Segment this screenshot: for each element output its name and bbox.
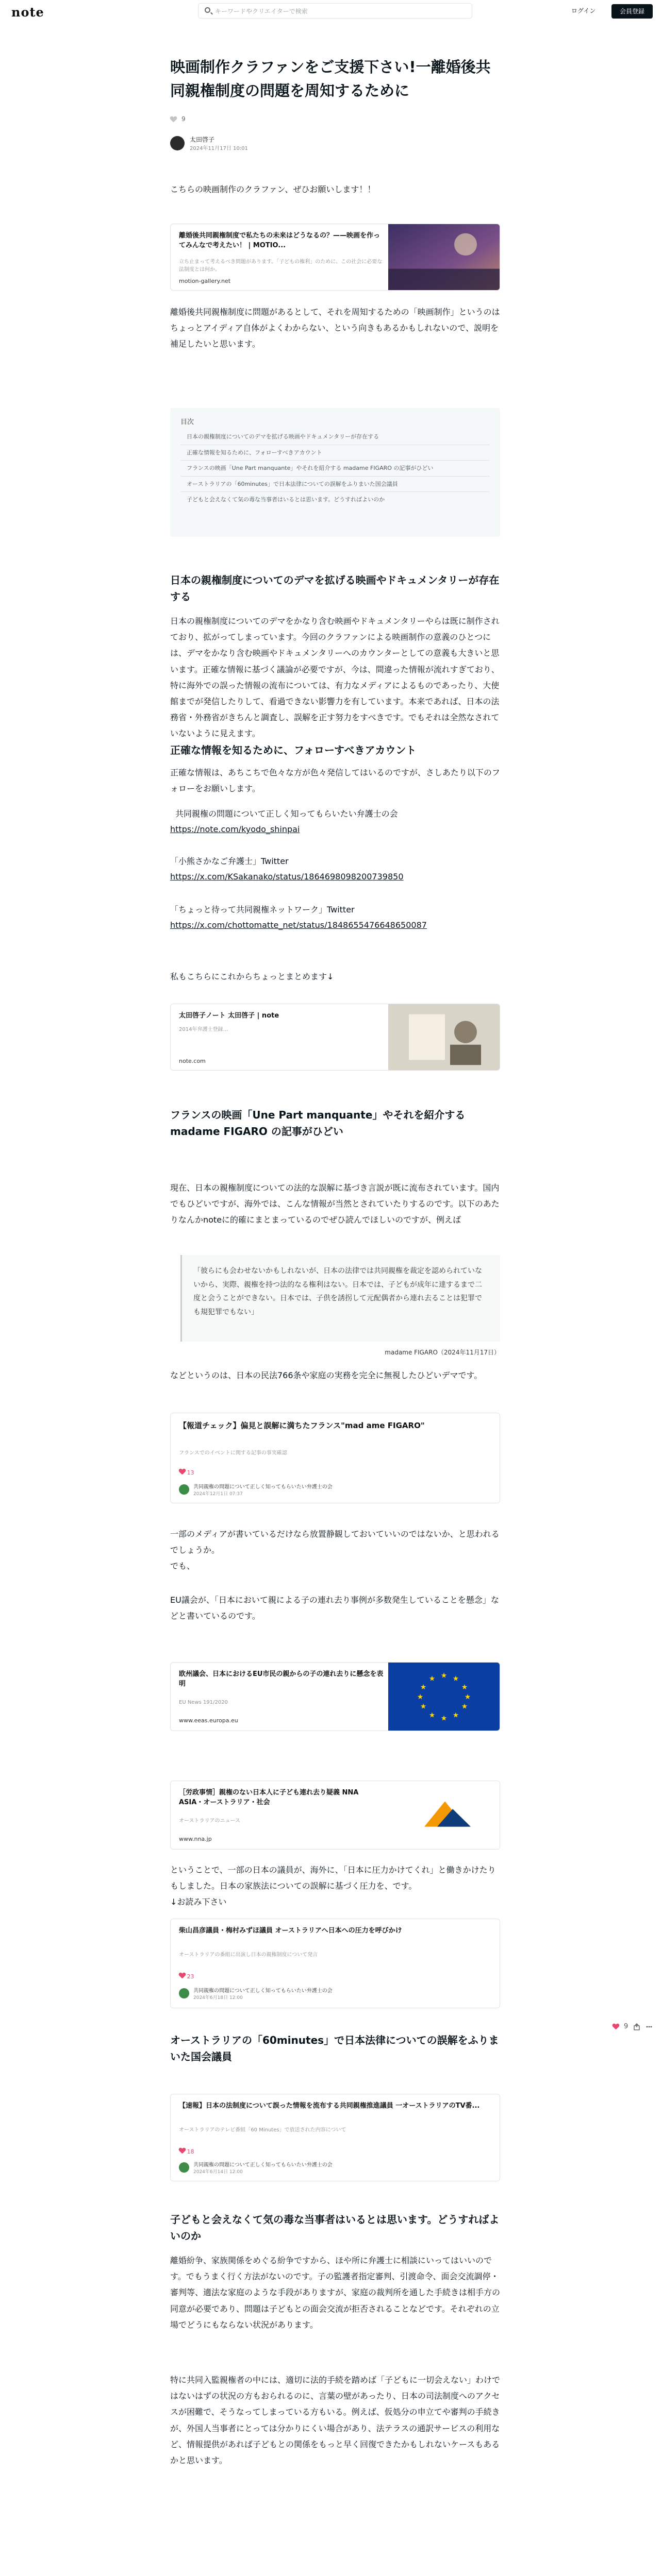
card-date: 2024年12月1日 07:37 bbox=[193, 1492, 243, 1497]
post-date: 2024年11月17日 10:01 bbox=[190, 146, 248, 151]
account-label-3: 「ちょっと待って共同親権ネットワーク」Twitter bbox=[170, 905, 355, 914]
author-block bbox=[170, 135, 248, 151]
paragraph-also: ということで、一部の日本の議員が、海外に、「日本に圧力かけてくれ」と働きかけたりもしました。日本の家族法についての誤解に基づく圧力を、です。 bbox=[170, 1865, 496, 1891]
paragraph-media: 一部のメディアが書いているだけなら放置静観しておいていいのではないか、と思われるでしょうか。 bbox=[170, 1529, 500, 1555]
heading-kids: 子どもと会えなくて気の毒な当事者はいるとは思います。どうすればよいのか bbox=[170, 2213, 500, 2242]
card-title: 欧州議会、日本におけるEU市民の親からの子の連れ去りに懸念を表明 bbox=[179, 1670, 384, 1688]
heart-icon[interactable] bbox=[613, 2024, 619, 2029]
card-likes bbox=[179, 2148, 194, 2155]
heading-figaro: フランスの映画「Une Part manquante」やそれを紹介するmadame FIGARO の記事がひどい bbox=[170, 1109, 466, 1138]
paragraph-demo: でも、 bbox=[170, 1561, 195, 1571]
heading-docs: 日本の親権制度についてのデマを拡げる映画やドキュメンタリーが存在する bbox=[170, 574, 500, 603]
heart-icon bbox=[179, 1973, 185, 1978]
card-date: 2024年6月18日 12:00 bbox=[193, 1995, 243, 2001]
site-header bbox=[0, 0, 662, 23]
link-card-motion-gallery[interactable] bbox=[170, 224, 500, 291]
card-desc: 立ち止まって考えるべき問題があります。「子どもの権利」のために、この社会に必要な法制度とは何か。 bbox=[179, 259, 383, 273]
link-card-eu[interactable] bbox=[170, 1662, 500, 1731]
card-author-name: 共同親権の問題について正しく知ってもらいたい弁護士の会 bbox=[193, 1484, 333, 1490]
card-date: 2024年6月14日 12:00 bbox=[193, 2170, 243, 2175]
card-desc: 2014年弁護士登録… bbox=[179, 1027, 228, 1032]
login-link[interactable]: ログイン bbox=[571, 7, 596, 14]
heading-60minutes: オーストラリアの「60minutes」で日本法律についての誤解をふりまいた国会議員 bbox=[170, 2034, 499, 2063]
search-icon bbox=[205, 7, 210, 13]
toc-item[interactable]: 正確な情報を知るために、フォローすべきアカウント bbox=[180, 445, 490, 461]
intro-text: こちらの映画制作のクラファン、ぜひお願いします！！ bbox=[170, 184, 376, 194]
account-link-1[interactable]: https://note.com/kyodo_shinpai bbox=[170, 824, 300, 834]
paragraph-eu: EU議会が、「日本において親による子の連れ去り事例が多数発生していることを懸念」などと書いているのです。 bbox=[170, 1595, 499, 1621]
svg-text:★: ★ bbox=[461, 1702, 468, 1711]
paragraph-explain: 離婚後共同親権制度に問題があるとして、それを周知するための「映画制作」というのはちょっとアイディア自体がよくわからない、という向きもあるかもしれないので、説明を補足したいと思います。 bbox=[170, 307, 500, 349]
card-desc: オーストラリアのニュース bbox=[179, 1818, 240, 1824]
quote-block: 「彼らにも会わせないかもしれないが、日本の法律では共同親権を裁定を認められていないから、実際、親権を持つ法的なる権利はない。日本では、子どもが成年に達するまで二度と会うことができない。日本では、子供を誘拐して元配偶者から連れ去ることは犯罪でも規犯罪でもない」 bbox=[180, 1255, 500, 1342]
heart-icon[interactable] bbox=[170, 116, 176, 122]
svg-text:★: ★ bbox=[428, 1674, 436, 1683]
like-row bbox=[170, 115, 186, 123]
paragraph-kids-2: 特に共同入監親権者の中には、適切に法的手続を踏めば「子どもに一切会えない」わけではないはずの状況の方もおられるのに、言葉の壁があったり、日本の司法制度へのアクセスが困難で、そうなってしまっている方もいる。例えば、仮処分の申立てや審判の手続きが、外国人当事者にとっては分かりにくい場合があり、法テラスの通訳サービスの利用など、情報提供があれば子どもとの関係をもっと早く回復できたかもしれないケースもあるかと思います。 bbox=[170, 2375, 501, 2465]
card-title: 【報道チェック】偏見と誤解に満ちたフランス"mad ame FIGARO" bbox=[179, 1421, 425, 1430]
search-input[interactable] bbox=[214, 5, 464, 18]
nna-logo-thumbnail bbox=[388, 1781, 500, 1849]
paragraph-summary: 私もこちらにこれからちょっとまとめます↓ bbox=[170, 972, 334, 981]
paragraph-figaro-2: などというのは、日本の民法766条や家庭の実務を完全に無視したひどいデマです。 bbox=[170, 1370, 483, 1380]
card-thumbnail bbox=[388, 224, 500, 290]
like-count: 23 bbox=[187, 1973, 194, 1980]
paragraph-accounts: 正確な情報は、あちこちで色々な方が色々発信してはいるのですが、さしあたり以下のフォローをお願いします。 bbox=[170, 768, 500, 794]
heart-icon bbox=[179, 1469, 185, 1475]
search-box[interactable] bbox=[198, 3, 472, 19]
account-link-3[interactable]: https://x.com/chottomatte_net/status/1848655476648650087 bbox=[170, 920, 427, 930]
quote-citation: madame FIGARO（2024年11月17日） bbox=[385, 1349, 500, 1356]
card-desc: オーストラリアの番組に出演し日本の親権制度について発言 bbox=[179, 1952, 318, 1958]
account-label-2: 「小熊さかなご弁護士」Twitter bbox=[170, 856, 289, 866]
card-thumbnail bbox=[388, 1004, 500, 1070]
card-likes bbox=[179, 1469, 194, 1476]
card-title: 柴山昌彦議員・梅村みずほ議員 オーストラリアへ日本への圧力を呼びかけ bbox=[179, 1927, 402, 1935]
share-icon[interactable] bbox=[633, 2023, 640, 2030]
article-title: 映画制作クラファンをご支援下さい!一離婚後共同親権制度の問題を周知するために bbox=[170, 58, 491, 99]
side-like-count: 9 bbox=[624, 2023, 628, 2030]
card-title: 離婚後共同親権制度で私たちの未来はどうなるの？——映画を作ってみんなで考えたい！ | MOTIO... bbox=[179, 232, 380, 249]
card-site: www.eeas.europa.eu bbox=[179, 1717, 238, 1724]
svg-text:★: ★ bbox=[420, 1683, 427, 1692]
link-card-note-profile[interactable] bbox=[170, 1004, 500, 1071]
svg-text:★: ★ bbox=[440, 1671, 448, 1680]
svg-text:★: ★ bbox=[420, 1702, 427, 1711]
card-site: note.com bbox=[179, 1058, 206, 1064]
card-likes bbox=[179, 1973, 194, 1980]
toc-item[interactable]: 子どもと会えなくて気の毒な当事者はいるとは思います。どうすればよいのか bbox=[187, 496, 385, 503]
card-site: www.nna.jp bbox=[179, 1836, 212, 1842]
heading-accounts: 正確な情報を知るために、フォローすべきアカウント bbox=[170, 744, 417, 756]
card-author bbox=[179, 2160, 333, 2175]
card-desc: オーストラリアのテレビ番組「60 Minutes」で放送された内容について bbox=[179, 2127, 346, 2133]
svg-text:★: ★ bbox=[417, 1693, 424, 1701]
svg-text:★: ★ bbox=[461, 1683, 468, 1692]
note-embed-60minutes[interactable] bbox=[170, 2094, 500, 2181]
card-title: ［労政事情］親権のない日本人に子ども連れ去り疑義 NNA ASIA・オーストラリア・社会 bbox=[179, 1789, 359, 1806]
link-card-nna[interactable] bbox=[170, 1781, 500, 1850]
account-link-2[interactable]: https://x.com/KSakanako/status/1864698098200739850 bbox=[170, 872, 404, 882]
paragraph-kids-1: 離婚紛争、家族関係をめぐる紛争ですから、ほや所に弁護士に相談にいってはいいのです。でもうまく行く方法がないのです。子の監護者指定審判、引渡命令、面会交流調停・審判等、適法な家庭のような手段がありますが、家庭の裁判所を通した手続きは相手方の同意が必要であり、問題は子どもとの面会交流が拒否されることなどです。それぞれの立場でどうにもならない状況があります。 bbox=[170, 2256, 501, 2330]
side-actions bbox=[613, 2023, 653, 2030]
like-count: 18 bbox=[187, 2148, 194, 2155]
svg-text:★: ★ bbox=[452, 1711, 459, 1720]
card-desc: フランスでのイベントに関する記事の事実確認 bbox=[179, 1450, 287, 1456]
more-icon[interactable] bbox=[646, 2023, 653, 2030]
card-desc: EU News 191/2020 bbox=[179, 1700, 228, 1705]
like-count: 9 bbox=[181, 115, 186, 123]
note-embed-factcheck[interactable] bbox=[170, 1413, 500, 1503]
card-author-name: 共同親権の問題について正しく知ってもらいたい弁護士の会 bbox=[193, 2162, 333, 2168]
eu-flag-thumbnail bbox=[388, 1663, 500, 1731]
avatar bbox=[179, 2162, 189, 2173]
card-author bbox=[179, 1482, 333, 1497]
paragraph-figaro: 現在、日本の親権制度についての法的な誤解に基づき言説が既に流布されています。国内でもひどいですが、海外では、こんな情報が当然とされていたりするのです。以下のあたりなんかnoteに的確にまとまっているのでぜひ読んでほしいのですが、例えば bbox=[170, 1183, 500, 1225]
table-of-contents bbox=[170, 408, 500, 537]
paragraph-docs: 日本の親権制度についてのデマをかなり含む映画やドキュメンタリーやらは既に制作されており、拡がってしまっています。今回のクラファンによる映画制作の意義のひとつには、デマをかなり含む映画やドキュメンタリーへのカウンターとしての意義も大きいと思います。正確な情報に基づく議論が必要ですが、今は、間違った情報が流れすぎており、特に海外での誤った情報の流布については、有力なメディアによるものであったり、大使館までが発信したりして、看過できない影響力を有しています。本来であれば、日本の法務省・外務省がきちんと調査し、誤解を正す努力をすべきです。でもそれは全然なされていないように見えます。 bbox=[170, 616, 500, 739]
card-site: motion-gallery.net bbox=[179, 278, 231, 284]
toc-item[interactable]: フランスの映画「Une Part manquante」やそれを紹介する madame FIGARO の記事がひどい bbox=[180, 461, 490, 477]
account-label-1: 共同親権の問題について正しく知ってもらいたい弁護士の会 bbox=[175, 809, 398, 819]
avatar bbox=[179, 1988, 189, 1998]
heart-icon bbox=[179, 2148, 185, 2154]
signup-button[interactable]: 会員登録 bbox=[611, 4, 653, 19]
toc-title: 目次 bbox=[180, 418, 194, 426]
like-count: 13 bbox=[187, 1469, 194, 1476]
paragraph-also-link: ↓お読み下さい bbox=[170, 1897, 227, 1907]
card-title: 【速報】日本の法制度について誤った情報を流布する共同親権推進議員 一オーストラリアのTV番... bbox=[179, 2102, 480, 2110]
note-embed-lawmakers[interactable] bbox=[170, 1919, 500, 2008]
toc-item[interactable]: 日本の親権制度についてのデマを拡げる映画やドキュメンタリーが存在する bbox=[180, 429, 490, 445]
svg-text:★: ★ bbox=[464, 1693, 471, 1701]
card-author-name: 共同親権の問題について正しく知ってもらいたい弁護士の会 bbox=[193, 1988, 333, 1994]
svg-text:★: ★ bbox=[452, 1674, 459, 1683]
author-name[interactable]: 太田啓子 bbox=[190, 136, 215, 143]
svg-text:★: ★ bbox=[428, 1711, 436, 1720]
note-logo[interactable]: note bbox=[11, 5, 44, 20]
toc-item[interactable]: オーストラリアの「60minutes」で日本法律についての誤解をふりまいた国会議員 bbox=[180, 477, 490, 493]
avatar bbox=[179, 1484, 189, 1495]
card-author bbox=[179, 1986, 333, 2001]
avatar[interactable] bbox=[170, 136, 185, 150]
svg-text:★: ★ bbox=[440, 1714, 448, 1723]
card-title: 太田啓子ノート 太田啓子 | note bbox=[179, 1012, 279, 1020]
